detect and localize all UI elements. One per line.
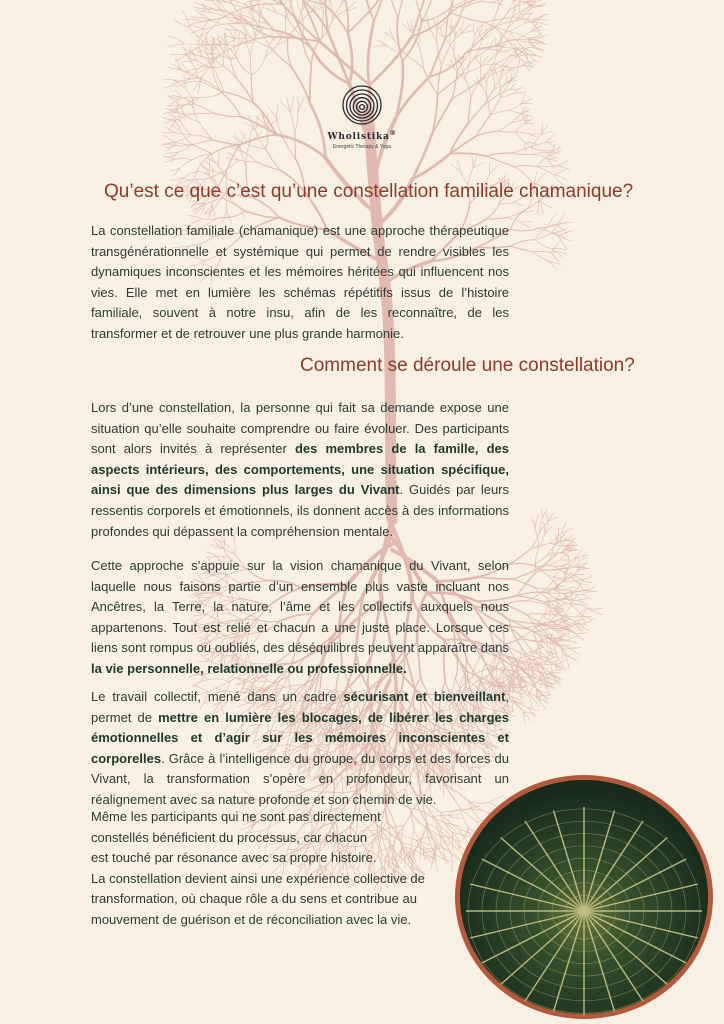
brand-tagline: Energetic Therapy & Yoga	[332, 144, 391, 150]
text-line: mouvement de guérison et de réconciliation avec la vie.	[91, 911, 412, 927]
text-line: transformation, où chaque rôle a du sens et contribue au	[91, 891, 417, 907]
paragraph-participants	[91, 807, 451, 931]
bold-text-run: sécurisant et bienveillant	[343, 689, 506, 704]
bold-text-run: mettre en lumière les blocages, de libérer les charges émotionnelles et d’agir sur les mémoires inconscientes et corporelles	[91, 709, 509, 766]
section-title-deroulement: Comment se déroule une constellation?	[300, 355, 635, 376]
text-line: La constellation devient ainsi une expérience collective de	[91, 870, 425, 886]
text-run: . Guidés par leurs ressentis corporels et émotionnels, ils donnent accès à des informations profondes qui dépassent la compréhension mentale.	[91, 482, 510, 539]
brand-name	[322, 130, 402, 142]
text-line: est touché par résonance avec sa propre histoire.	[91, 850, 377, 866]
brand-name-text: Wholistika	[327, 132, 390, 142]
paragraph-process	[91, 398, 509, 542]
text-run: Le travail collectif, mené dans un cadre	[91, 689, 344, 704]
text-run: Lors d’une constellation, la personne qui fait sa demande expose une situation qu’elle souhaite comprendre ou faire évoluer. Des participants sont alors invités à représenter	[91, 400, 509, 457]
concentric-spiral-icon	[341, 84, 383, 126]
intro-paragraph: La constellation familiale (chamanique) est une approche thérapeutique transgénérationnelle et systémique qui permet de rendre visibles les dynamiques inconscientes et les mémoires héritées qui influencent nos vies. Elle met en lumière les schémas répétitifs issus de l’histoire familiale, souvent à notre insu, afin de les reconnaître, de les transformer et de retrouver une plus grande harmonie.	[91, 223, 509, 341]
section-title-constellation: Qu’est ce que c’est qu’une constellation familiale chamanique?	[104, 181, 634, 202]
brand-logo[interactable]	[322, 84, 402, 150]
bold-text-run: la vie personnelle, relationnelle ou professionnelle.	[91, 660, 407, 676]
text-run: Cette approche s’appuie sur la vision chamanique du Vivant, selon laquelle nous faisons partie d’un ensemble plus vaste incluant nos Ancêtres, la Terre, la nature, l’âme et les collectifs auxquels nous appartenons. Tout est relié et chacun a une juste place. Lorsque ces liens sont rompus ou oubliés, des déséquilibres peuvent apparaître dans	[91, 558, 509, 656]
paragraph-collective-work	[91, 687, 509, 811]
bold-text-run: des membres de la famille, des aspects intérieurs, des comportements, une situation spécifique, ainsi que des dimensions plus larges du Vivant	[91, 441, 509, 498]
text-run: , permet de	[91, 689, 509, 725]
paragraph-shamanic-vision	[91, 556, 509, 680]
trademark-mark: ®	[389, 130, 397, 137]
text-line: Même les participants qui ne sont pas directement	[91, 809, 381, 824]
text-line: constellés bénéficient du processus, car chacun	[91, 829, 368, 845]
text-run: . Grâce à l’intelligence du groupe, du corps et des forces du Vivant, la transformation s’opère en profondeur, favorisant un réalignement avec sa nature profonde et son chemin de vie.	[91, 750, 509, 807]
